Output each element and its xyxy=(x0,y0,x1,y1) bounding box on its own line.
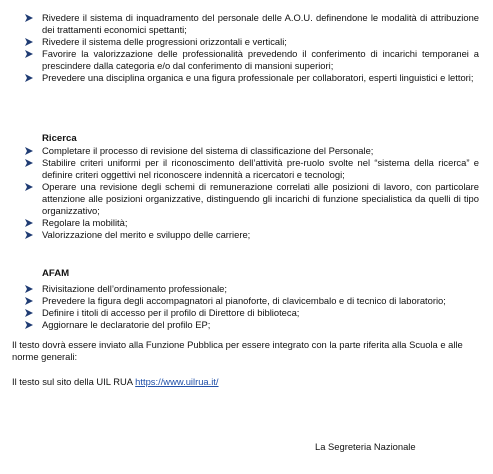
list-item xyxy=(0,48,493,72)
list-item-text: Rivisitazione dell’ordinamento professionale; xyxy=(42,283,227,294)
list-item xyxy=(0,217,493,229)
list-item-text: Prevedere la figura degli accompagnatori al pianoforte, di clavicembalo e di tecnico di laboratorio; xyxy=(42,295,446,306)
diamond-bullet-icon xyxy=(25,309,33,317)
list-item xyxy=(0,181,493,217)
closing-paragraph: Il testo dovrà essere inviato alla Funzione Pubblica per essere integrato con la parte riferita alla Scuola e alle norme generali: xyxy=(12,339,463,362)
list-item xyxy=(0,307,493,319)
diamond-bullet-icon xyxy=(25,183,33,191)
list-item xyxy=(0,319,493,331)
diamond-bullet-icon xyxy=(25,38,33,46)
website-prefix: Il testo sul sito della UIL RUA xyxy=(12,376,136,387)
list-item xyxy=(0,36,493,48)
list-item-text: Regolare la mobilità; xyxy=(42,217,128,228)
list-item-text: Rivedere il sistema delle progressioni orizzontali e verticali; xyxy=(42,36,287,47)
list-item xyxy=(0,229,493,241)
list-item-text: Operare una revisione degli schemi di remunerazione correlati alle posizioni di lavoro, con particolare attenzione alle posizioni organizzative, distinguendo gli incarichi di funzione specialistica da quelli di tipo organizzativo; xyxy=(42,181,479,216)
list-item-text: Completare il processo di revisione del sistema di classificazione del Personale; xyxy=(42,145,374,156)
diamond-bullet-icon xyxy=(25,50,33,58)
website-link[interactable]: https://www.uilrua.it/ xyxy=(135,376,219,387)
list-item-text: Valorizzazione del merito e sviluppo delle carriere; xyxy=(42,229,251,240)
diamond-bullet-icon xyxy=(25,321,33,329)
list-item xyxy=(0,12,493,36)
diamond-bullet-icon xyxy=(25,14,33,22)
diamond-bullet-icon xyxy=(25,74,33,82)
list-item-text: Prevedere una disciplina organica e una figura professionale per collaboratori, esperti linguistici e lettori; xyxy=(42,72,474,83)
ricerca-list xyxy=(0,145,493,241)
diamond-bullet-icon xyxy=(25,159,33,167)
website-line xyxy=(12,376,479,388)
intro-list xyxy=(0,12,493,84)
list-item-text: Favorire la valorizzazione delle professionalità prevedendo il conferimento di incarichi temporanei a prescindere dalla categoria e/o dal conferimento di mansioni superiori; xyxy=(42,48,479,71)
section-title-afam: AFAM xyxy=(42,268,70,279)
signature: La Segreteria Nazionale xyxy=(315,441,416,452)
list-item xyxy=(0,283,493,295)
list-item xyxy=(0,145,493,157)
list-item xyxy=(0,72,493,84)
diamond-bullet-icon xyxy=(25,231,33,239)
list-item-text: Rivedere il sistema di inquadramento del personale delle A.O.U. definendone le modalità di attribuzione dei trattamenti economici spettanti; xyxy=(42,12,479,35)
list-item-text: Aggiornare le declaratorie del profilo EP; xyxy=(42,319,211,330)
list-item-text: Stabilire criteri uniformi per il riconoscimento dell’attività pre-ruolo svolte nel “sistema della ricerca” e definire criteri oggettivi nel riconoscere indennità a ricercatori e tecnologi; xyxy=(42,157,479,180)
diamond-bullet-icon xyxy=(25,219,33,227)
diamond-bullet-icon xyxy=(25,147,33,155)
diamond-bullet-icon xyxy=(25,297,33,305)
diamond-bullet-icon xyxy=(25,285,33,293)
list-item xyxy=(0,295,493,307)
section-title-ricerca: Ricerca xyxy=(42,133,77,144)
list-item-text: Definire i titoli di accesso per il profilo di Direttore di biblioteca; xyxy=(42,307,300,318)
afam-list xyxy=(0,283,493,331)
list-item xyxy=(0,157,493,181)
